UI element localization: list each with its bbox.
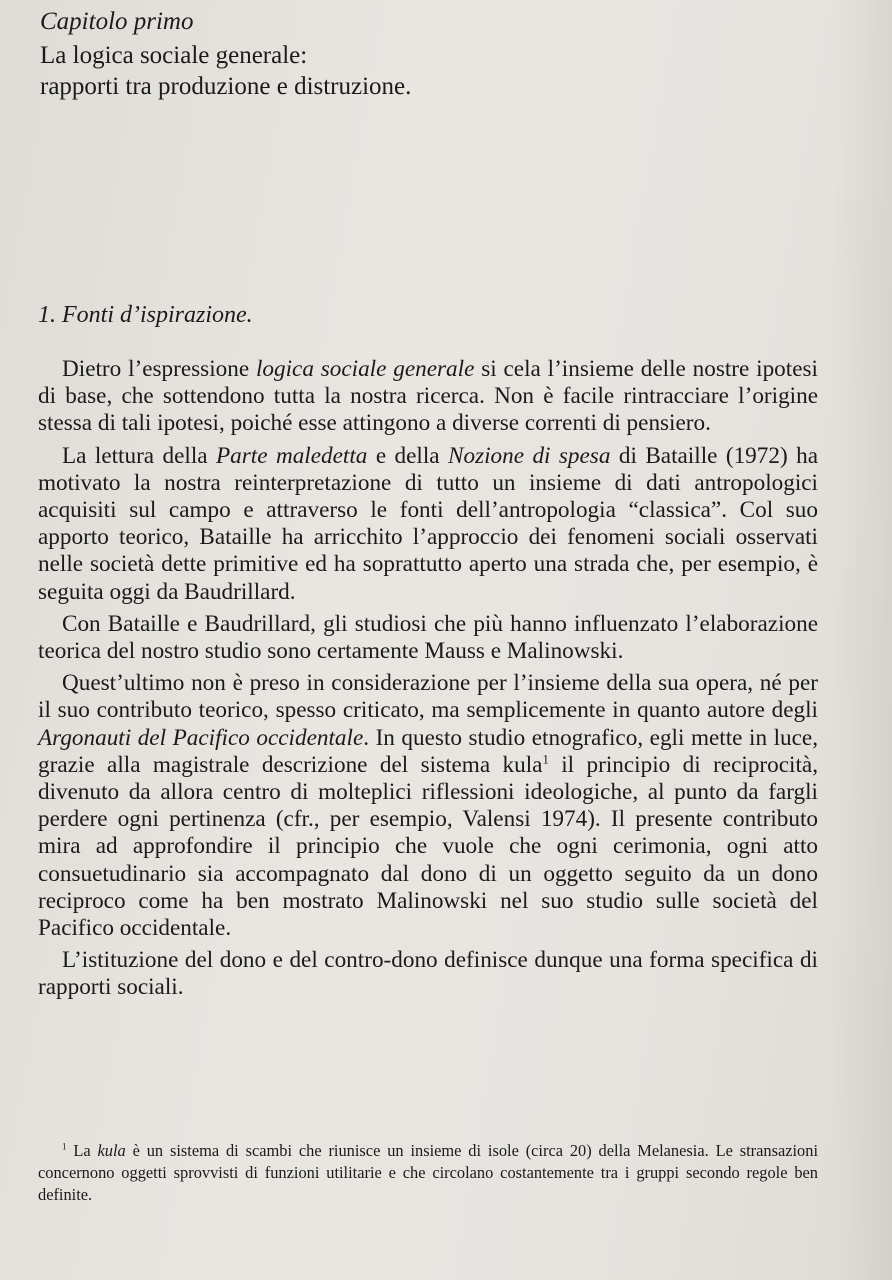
paragraph-2-italic-title-2: Nozione di spesa bbox=[448, 442, 611, 469]
paragraph-3-text: Con Bataille e Baudrillard, gli studiosi che più hanno influenzato l’elaborazione teorica del nostro studio sono certamente Mauss e Malinowski. bbox=[38, 610, 818, 665]
paragraph-4-text-d: il principio di reciprocità, divenuto da allora centro di molteplici riflessioni ideologiche, al punto da fargli perdere ogni pertinenza (cfr., per esempio, Valensi 1974). Il presente contributo mira ad approfondire il principio che vuole che ogni cerimonia, ogni atto consuetudinario sia accompagnato dal dono di un oggetto seguito da un dono reciproco come ha ben mostrato Malinowski nel suo studio sulle società del Pacifico occidentale. bbox=[38, 751, 819, 942]
footnote bbox=[38, 1140, 818, 1206]
footnote-reference: 1 bbox=[542, 752, 549, 767]
page-edge-shadow bbox=[832, 0, 892, 1280]
paragraph-1-text-c: si cela l’insieme delle nostre ipotesi di base, che sottendono tutta la nostra ricerca. Non è facile rintracciare l’origine stessa di tali ipotesi, poiché esse attingono a diverse correnti di pensiero. bbox=[38, 356, 818, 437]
paragraph-4-italic-title: Argonauti del Pacifico occidentale bbox=[38, 724, 364, 751]
paragraph-4-text-a: Quest’ultimo non è preso in considerazione per l’insieme della sua opera, né per il suo contributo teorico, spesso criticato, ma semplicemente in quanto autore degli bbox=[38, 670, 818, 724]
footnote-italic-term: kula bbox=[97, 1141, 126, 1160]
paragraph-1-italic-term: logica sociale generale bbox=[255, 356, 475, 382]
paragraph-4-text-c: . In questo studio etnografico, egli mette in luce, grazie alla magistrale descrizione del sistema kula bbox=[38, 724, 818, 778]
footnote-text bbox=[38, 1140, 818, 1206]
footnote-marker: 1 bbox=[62, 1141, 67, 1152]
paragraph-2-text-e: di Bataille (1972) ha motivato la nostra reinterpretazione di tutto un insieme di dati antropologici acquisiti sul campo e attraverso le fonti dell’antropologia “classica”. Col suo apporto teorico, Bataille ha arricchito l’approccio dei fenomeni sociali osservati nelle società dette primitive ed ha soprattutto aperto una strada che, per esempio, è seguita oggi da Baudrillard. bbox=[38, 442, 818, 605]
footnote-text-a: La bbox=[66, 1141, 98, 1160]
paragraph-2-text-c: e della bbox=[367, 442, 449, 469]
chapter-title bbox=[40, 40, 411, 102]
chapter-title-line-2: rapporti tra produzione e distruzione. bbox=[40, 73, 412, 100]
paragraph-3 bbox=[38, 611, 818, 665]
paragraph-2 bbox=[38, 443, 818, 606]
paragraph-1 bbox=[38, 356, 818, 438]
paragraph-1-text-a: Dietro l’espressione bbox=[62, 356, 256, 382]
chapter-label: Capitolo primo bbox=[40, 8, 194, 35]
footnote-text-c: è un sistema di scambi che riunisce un insieme di isole (circa 20) della Melanesia. Le stransazioni concernono oggetti sprovvisti di funzioni utilitarie e che circolano costantemente tra i gruppi secondo regole ben definite. bbox=[38, 1141, 818, 1204]
paragraph-2-text-a: La lettura della bbox=[62, 442, 217, 469]
paragraph-5 bbox=[38, 947, 818, 1001]
body-text bbox=[38, 356, 818, 1007]
chapter-title-line-1: La logica sociale generale: bbox=[40, 42, 308, 69]
paragraph-5-text: L’istituzione del dono e del contro-dono definisce dunque una forma specifica di rapporti sociali. bbox=[38, 947, 818, 1001]
section-heading: 1. Fonti d’ispirazione. bbox=[38, 302, 253, 328]
paragraph-4 bbox=[38, 670, 818, 942]
paragraph-2-italic-title-1: Parte maledetta bbox=[216, 442, 368, 469]
